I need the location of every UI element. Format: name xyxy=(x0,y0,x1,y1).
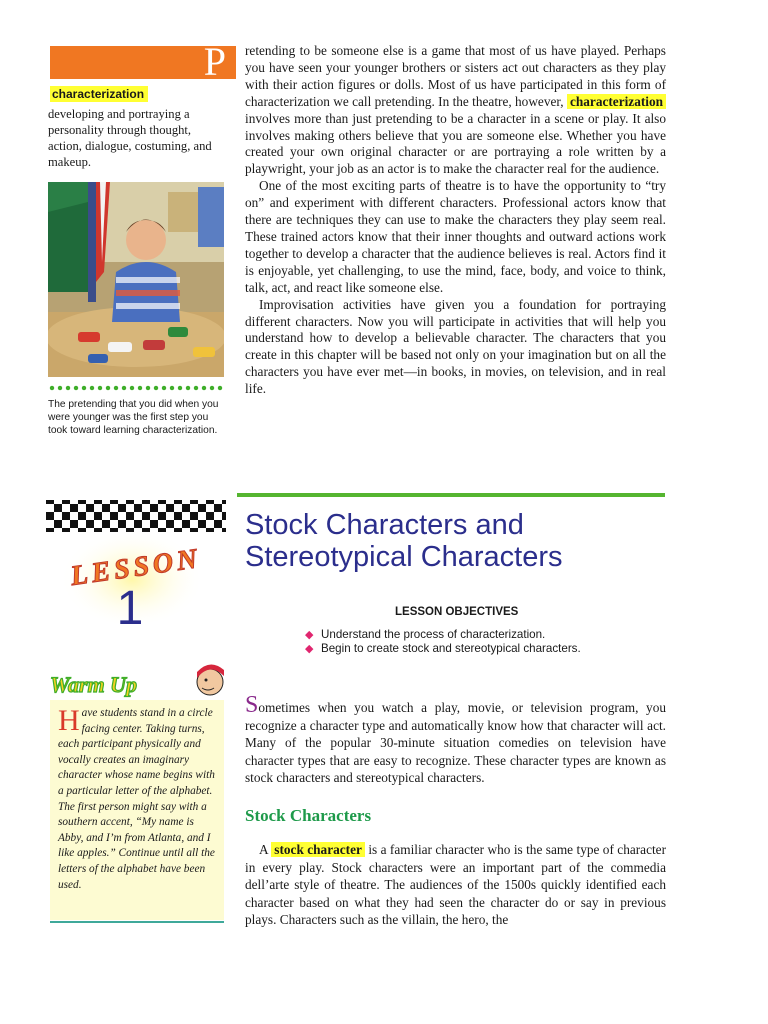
warmup-bottom-rule xyxy=(50,921,224,923)
lesson-intro-initial: S xyxy=(245,692,259,718)
diamond-bullet-icon: ◆ xyxy=(305,643,314,655)
lesson-badge-graphic xyxy=(46,496,226,636)
intro-term-highlight: characterization xyxy=(567,94,666,109)
intro-text xyxy=(245,43,666,398)
warmup-instructions: ave students stand in a circle facing center. Taking turns, each participant physically and vocally creates an imaginary character whose name begins with a particular letter of the alphabet. The first person might say with a southern accent, “My name is Abby, and I’m from Atlanta, and I like apples.” Continue until all the letters of the alphabet have been used. xyxy=(58,707,215,891)
objective-text: Understand the process of characterization. xyxy=(321,628,546,641)
stock-characters-paragraph xyxy=(245,841,666,929)
lesson-number: 1 xyxy=(116,582,144,635)
objective-text: Begin to create stock and stereotypical characters. xyxy=(321,642,581,655)
warmup-header-graphic xyxy=(48,660,228,700)
stock-para-lead: A xyxy=(259,842,268,857)
lesson-intro-text: ometimes when you watch a play, movie, or television program, you recognize a character type and automatically know how that character will act. Many of the popular 30-minute situation comedies on television have character types that are easy to recognize. These character types are known as stock characters and stereotypical characters. xyxy=(245,700,666,786)
warmup-text xyxy=(58,706,218,893)
stock-term-highlight: stock character xyxy=(271,842,365,857)
objective-item xyxy=(305,628,605,642)
glossary-term: characterization xyxy=(50,86,148,102)
objectives-list xyxy=(305,628,605,656)
lesson-title: Stock Characters and Stereotypical Characters xyxy=(245,509,563,573)
boy-playing-photo xyxy=(48,182,224,377)
warmup-initial: H xyxy=(58,704,80,737)
intro-p1-part2: involves more than just pretending to be a character in a scene or play. It also involves making others believe that you are someone else. Whether you have created your own original character or are portraying a role written by a playwright, your job as an actor is to make the character real for the audience. xyxy=(245,110,666,177)
lesson-word: LESSON xyxy=(68,543,204,593)
intro-paragraph-3: Improvisation activities have given you a foundation for portraying different characters. Now you will participate in activities that will help you understand how to develop a believable character. The characters that you create in this chapter will be based not only on your imagination but on all the characters you have ever met—in books, in movies, on television, and in real life. xyxy=(245,296,666,397)
objectives-heading: LESSON OBJECTIVES xyxy=(395,606,519,618)
intro-paragraph-1 xyxy=(245,43,666,178)
lesson-badge xyxy=(46,496,226,636)
boy-playing-image xyxy=(48,182,224,377)
performer-face-icon xyxy=(197,664,224,695)
caption-divider xyxy=(48,385,223,391)
stock-para-text: is a familiar character who is the same type of character in every play. Stock characters were an important part of the commedia dell’arte style of theatre. The audiences of the 1500s quickly identified each character based on what they had seen the character do or say in previous plays. Characters such as the villain, the hero, the xyxy=(245,842,666,928)
dropcap-letter: P xyxy=(203,39,226,84)
dropcap-banner xyxy=(50,39,236,84)
warmup-label: Warm Up xyxy=(50,672,137,697)
photo-caption: The pretending that you did when you were younger was the first step you took toward learning characterization. xyxy=(48,399,219,437)
objective-item xyxy=(305,642,605,656)
warmup-header xyxy=(48,660,228,700)
intro-p1-part1: retending to be someone else is a game that most of us have played. Perhaps you have seen your younger brothers or sisters act out characters as they play with their action figures or dolls. Most of us have participated in this form of characterization we call pretending. In the theatre, however, xyxy=(245,43,666,109)
lesson-intro-paragraph xyxy=(245,692,666,787)
diamond-bullet-icon: ◆ xyxy=(305,629,314,641)
stock-characters-heading: Stock Characters xyxy=(245,806,372,825)
glossary-definition: developing and portraying a personality through thought, action, dialogue, costuming, and makeup. xyxy=(48,107,212,169)
lesson-divider xyxy=(237,493,665,497)
intro-paragraph-2: One of the most exciting parts of theatre is to have the opportunity to “try on” and experiment with different characters. Professional actors know that there are techniques they can use to make the characters they play seem real. These trained actors know that their inner thoughts and outward actions work together to develop a character that the audience believes is real. Actors find it is enjoyable, yet challenging, to use the mind, face, body, and voice to think, talk, act, and react like someone else. xyxy=(245,178,666,295)
